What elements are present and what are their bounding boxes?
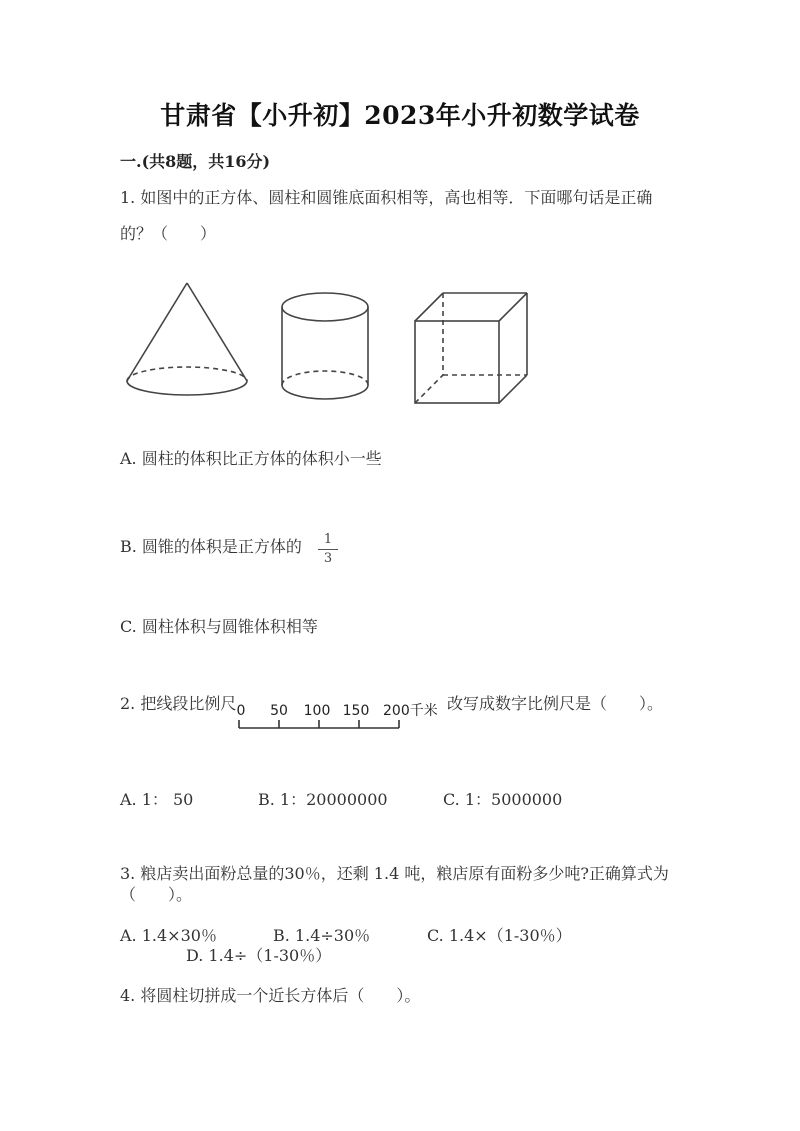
question-4-text-line-1: 4. 将圆柱切拼成一个近长方体后（ ）。: [120, 986, 421, 1005]
fraction-numerator: 1: [323, 532, 333, 547]
scale-label-50: 50: [270, 703, 288, 719]
section-heading: 一.(共8题，共16分): [120, 152, 271, 171]
question-2-option-b[interactable]: B. 1：20000000: [258, 790, 388, 809]
question-2-prefix: 2. 把线段比例尺: [120, 694, 237, 713]
question-3-option-c[interactable]: C. 1.4×（1-30％）: [427, 926, 572, 945]
question-1-option-a[interactable]: A. 圆柱的体积比正方体的体积小一些: [120, 449, 382, 468]
question-3-option-d[interactable]: D. 1.4÷（1-30％）: [186, 946, 332, 965]
cone-figure: [127, 283, 247, 395]
question-2-suffix: 改写成数字比例尺是（ ）。: [447, 694, 664, 713]
scale-label-100: 100: [303, 703, 331, 719]
question-1-figures: [0, 275, 800, 415]
question-3-option-b[interactable]: B. 1.4÷30％: [273, 926, 371, 945]
fraction-denominator: 3: [318, 549, 338, 566]
scale-label-150: 150: [342, 703, 370, 719]
question-3-option-a[interactable]: A. 1.4×30％: [120, 926, 217, 945]
question-1-option-b[interactable]: B. 圆锥的体积是正方体的: [120, 537, 302, 556]
question-2-option-a[interactable]: A. 1： 50: [120, 790, 194, 809]
question-3-text-line-1: 3. 粮店卖出面粉总量的30％，还剩 1.4 吨，粮店原有面粉多少吨?正确算式为: [120, 864, 669, 883]
scale-label-200: 200千米: [383, 703, 438, 719]
question-1-text-line-1: 1. 如图中的正方体、圆柱和圆锥底面积相等，高也相等．下面哪句话是正确: [120, 188, 653, 207]
page-title: 甘肃省【小升初】2023年小升初数学试卷: [160, 101, 640, 130]
line-scale-figure: [235, 700, 465, 740]
cylinder-figure: [282, 293, 368, 399]
question-3-text-line-2: （ ）。: [120, 885, 193, 904]
question-1-text-line-2: 的？（ ）: [120, 224, 217, 243]
cube-figure: [415, 293, 527, 403]
question-2-option-c[interactable]: C. 1：5000000: [443, 790, 563, 809]
scale-label-0: 0: [236, 703, 246, 719]
question-1-option-c[interactable]: C. 圆柱体积与圆锥体积相等: [120, 617, 318, 636]
fraction-one-third: [318, 533, 338, 566]
